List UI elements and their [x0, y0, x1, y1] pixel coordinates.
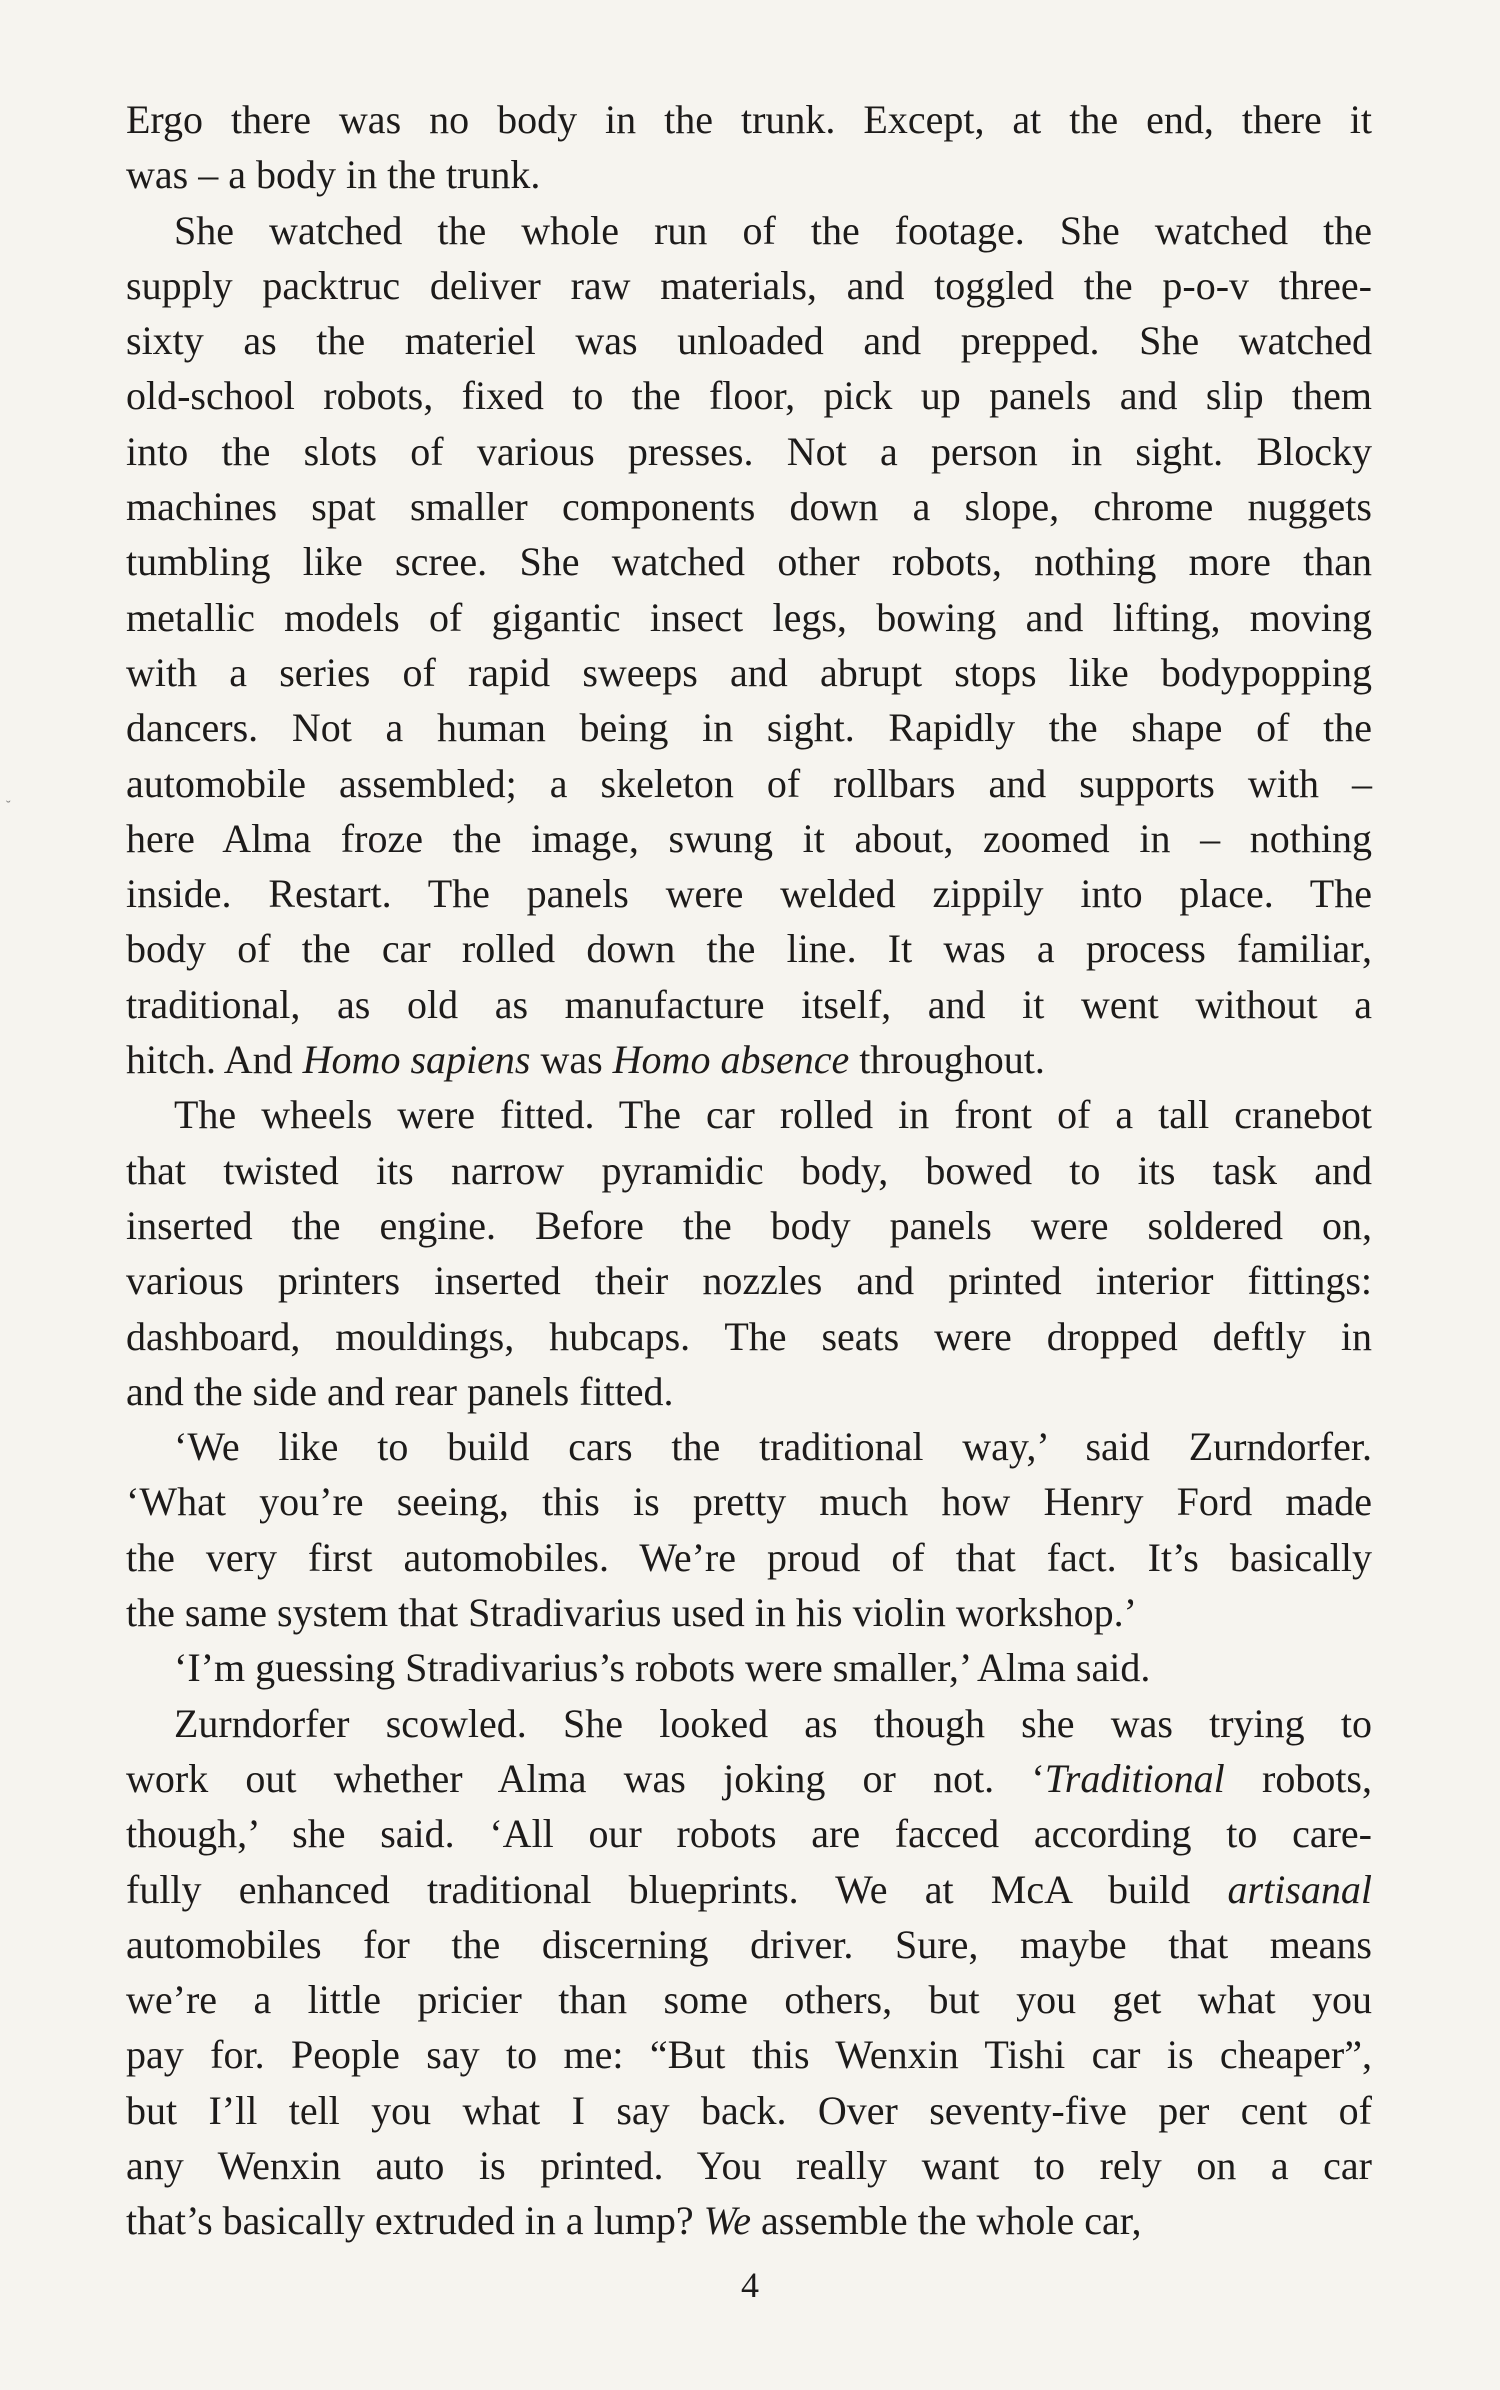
text-line: [126, 1309, 1372, 1364]
text-run: automobiles for the discerning driver. Sure, maybe that means: [126, 1921, 1372, 1967]
text-run: though,’ she said. ‘All our robots are facced according to care-: [126, 1811, 1372, 1857]
text-run: but I’ll tell you what I say back. Over seventy-five per cent of: [126, 2087, 1372, 2133]
text-line: [126, 977, 1372, 1032]
italic-text: artisanal: [1227, 1866, 1372, 1912]
text-run: we’re a little pricier than some others, but you get what you: [126, 1977, 1372, 2023]
text-line: [126, 534, 1372, 589]
text-run: was – a body in the trunk.: [126, 152, 541, 198]
text-run: the same system that Stradivarius used in his violin workshop.’: [126, 1590, 1137, 1636]
text-line: [126, 1862, 1372, 1917]
text-run: Ergo there was no body in the trunk. Except, at the end, there it: [126, 97, 1372, 142]
text-run: the very first automobiles. We’re proud of that fact. It’s basically: [126, 1534, 1372, 1580]
text-line: [126, 1198, 1372, 1253]
text-run: The wheels were fitted. The car rolled in front of a tall cranebot: [174, 1092, 1372, 1138]
text-run: work out whether Alma was joking or not. ‘: [126, 1755, 1045, 1801]
text-line: [126, 756, 1372, 811]
text-run: various printers inserted their nozzles and printed interior fittings:: [126, 1258, 1372, 1304]
text-run: fully enhanced traditional blueprints. We at McA build: [126, 1866, 1228, 1912]
text-run: inside. Restart. The panels were welded zippily into place. The: [126, 871, 1372, 917]
italic-text: Homo absence: [612, 1037, 850, 1083]
text-run: ‘What you’re seeing, this is pretty much how Henry Ford made: [126, 1479, 1372, 1525]
paragraph: [126, 203, 1372, 1088]
text-run: old-school robots, fixed to the floor, pick up panels and slip them: [126, 373, 1372, 419]
text-run: ‘I’m guessing Stradivarius’s robots were smaller,’ Alma said.: [174, 1645, 1151, 1691]
text-run: traditional, as old as manufacture itself, and it went without a: [126, 981, 1372, 1027]
text-line: [126, 1806, 1372, 1861]
text-line: [126, 1474, 1372, 1529]
text-run: that twisted its narrow pyramidic body, bowed to its task and: [126, 1147, 1372, 1193]
text-run: She watched the whole run of the footage. She watched the: [174, 207, 1372, 253]
text-run: inserted the engine. Before the body panels were soldered on,: [126, 1202, 1372, 1248]
text-line: [126, 1419, 1372, 1474]
text-line: [126, 866, 1372, 921]
text-line: [126, 921, 1372, 976]
text-line: [126, 1143, 1372, 1198]
text-line: [126, 700, 1372, 755]
text-line: [126, 1032, 1372, 1087]
text-run: assemble the whole car,: [751, 2198, 1142, 2244]
text-run: machines spat smaller components down a slope, chrome nuggets: [126, 484, 1372, 530]
text-run: robots,: [1224, 1755, 1372, 1801]
text-line: [126, 1696, 1372, 1751]
text-run: was: [530, 1037, 613, 1083]
text-line: [126, 368, 1372, 423]
text-run: and the side and rear panels fitted.: [126, 1368, 674, 1414]
text-line: [126, 424, 1372, 479]
text-line: [126, 258, 1372, 313]
body-text: [126, 92, 1372, 2249]
text-run: ‘We like to build cars the traditional way,’ said Zurndorfer.: [174, 1424, 1372, 1470]
text-run: that’s basically extruded in a lump?: [126, 2198, 704, 2244]
text-run: automobile assembled; a skeleton of rollbars and supports with –: [126, 760, 1372, 806]
text-line: [126, 92, 1372, 147]
italic-text: Traditional: [1044, 1755, 1225, 1801]
text-run: Zurndorfer scowled. She looked as though she was trying to: [174, 1700, 1372, 1746]
italic-text: Homo sapiens: [302, 1037, 531, 1083]
text-line: [126, 1087, 1372, 1142]
text-run: here Alma froze the image, swung it about, zoomed in – nothing: [126, 815, 1372, 861]
text-run: into the slots of various presses. Not a person in sight. Blocky: [126, 428, 1372, 474]
paragraph: [126, 1419, 1372, 1640]
text-line: [126, 1530, 1372, 1585]
text-line: [126, 1640, 1372, 1695]
text-line: [126, 1917, 1372, 1972]
text-line: [126, 1751, 1372, 1806]
text-line: [126, 590, 1372, 645]
text-run: metallic models of gigantic insect legs, bowing and lifting, moving: [126, 594, 1372, 640]
text-run: dancers. Not a human being in sight. Rapidly the shape of the: [126, 705, 1372, 751]
text-line: [126, 2138, 1372, 2193]
margin-speck: ˘: [6, 799, 11, 814]
paragraph: [126, 1640, 1372, 1695]
text-run: with a series of rapid sweeps and abrupt stops like bodypopping: [126, 649, 1372, 695]
text-run: hitch. And: [126, 1037, 303, 1083]
text-line: [126, 2193, 1372, 2248]
text-run: any Wenxin auto is printed. You really want to rely on a car: [126, 2142, 1372, 2188]
text-run: throughout.: [849, 1037, 1045, 1083]
text-line: [126, 811, 1372, 866]
paragraph: [126, 1087, 1372, 1419]
text-run: dashboard, mouldings, hubcaps. The seats were dropped deftly in: [126, 1313, 1372, 1359]
text-run: pay for. People say to me: “But this Wenxin Tishi car is cheaper”,: [126, 2032, 1372, 2078]
text-run: sixty as the materiel was unloaded and prepped. She watched: [126, 318, 1372, 364]
text-line: [126, 2083, 1372, 2138]
paragraph: [126, 92, 1372, 203]
italic-text: We: [703, 2198, 752, 2244]
text-line: [126, 147, 1372, 202]
text-line: [126, 313, 1372, 368]
text-line: [126, 1972, 1372, 2027]
text-line: [126, 1364, 1372, 1419]
text-run: tumbling like scree. She watched other robots, nothing more than: [126, 539, 1372, 585]
text-line: [126, 1253, 1372, 1308]
text-line: [126, 2027, 1372, 2082]
text-run: supply packtruc deliver raw materials, and toggled the p-o-v three-: [126, 262, 1372, 308]
text-line: [126, 1585, 1372, 1640]
page-number: 4: [741, 2265, 759, 2305]
text-run: body of the car rolled down the line. It was a process familiar,: [126, 926, 1372, 972]
text-line: [126, 479, 1372, 534]
text-line: [126, 203, 1372, 258]
paragraph: [126, 1696, 1372, 2249]
text-line: [126, 645, 1372, 700]
